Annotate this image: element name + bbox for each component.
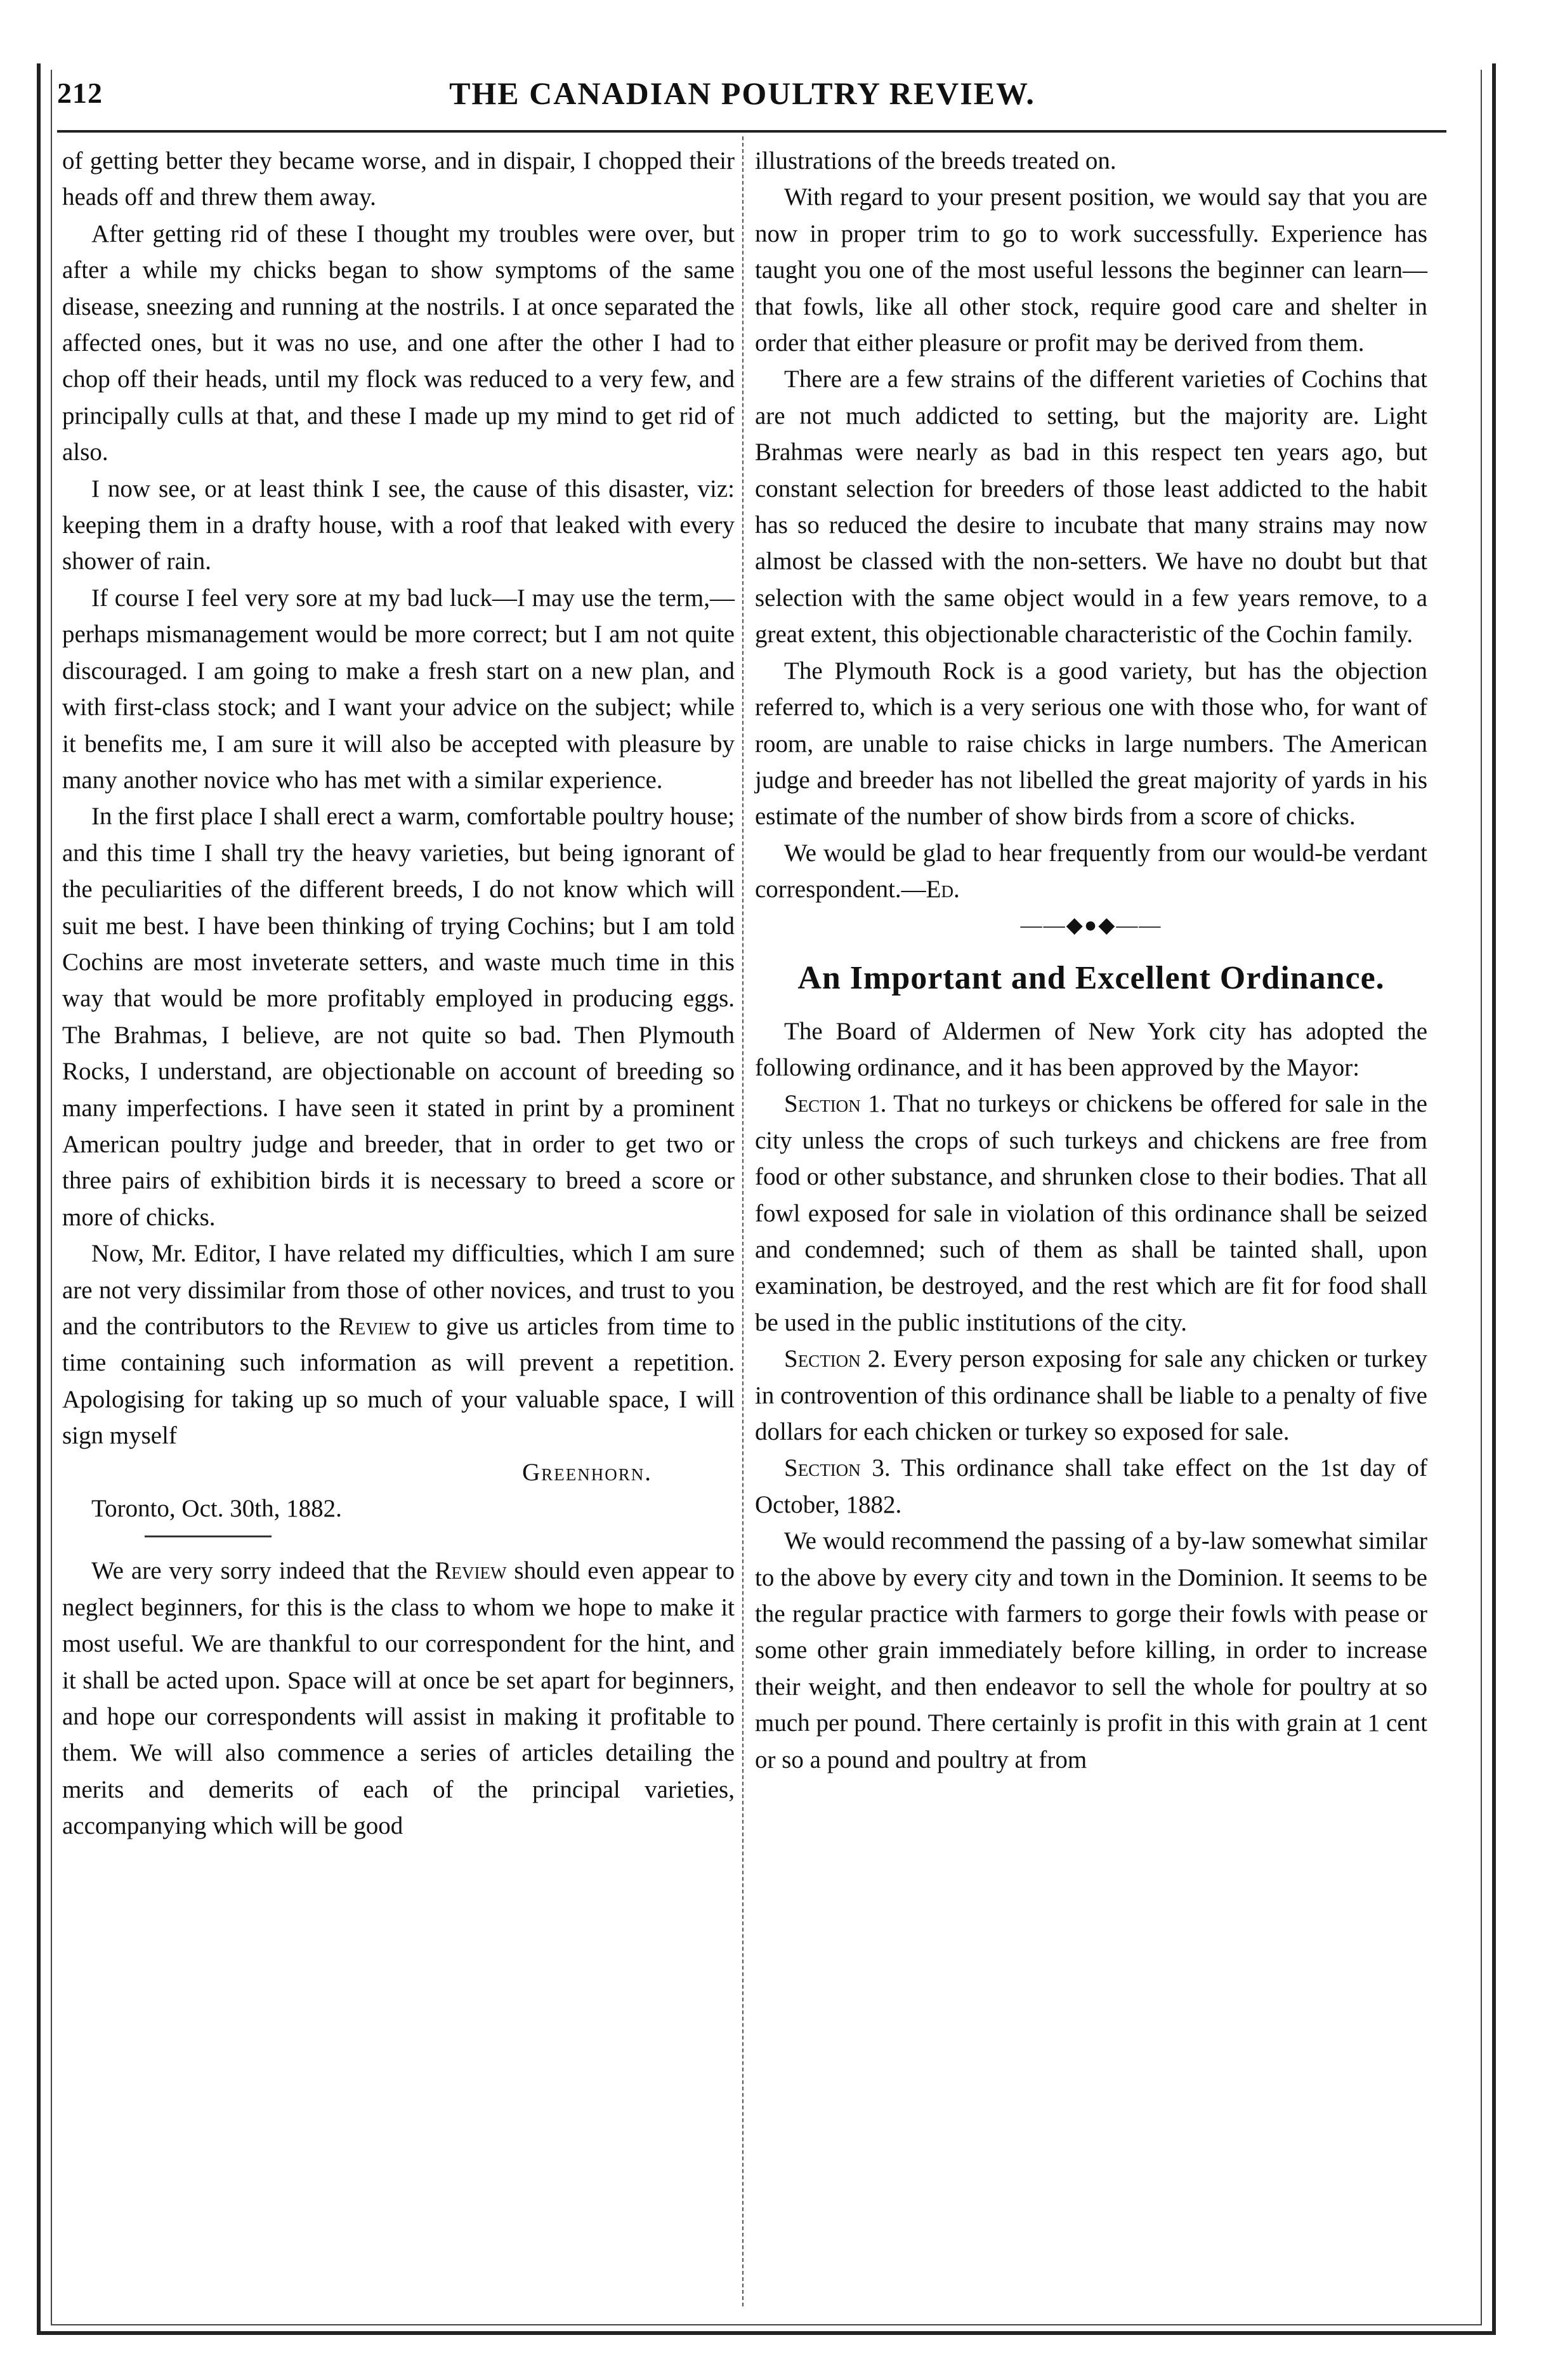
paragraph: illustrations of the breeds treated on. bbox=[755, 147, 1117, 174]
paragraph: There are a few strains of the different varieties of Cochins that are not much addicted to setting, but the majority are. Light Brahmas were nearly as bad in this respect ten years ago, but constant selection for breeders of those least addicted to the habit has so reduced the desire to incubate that many strains may now almost be classed with the non-setters. We have no doubt but that selection with the same object would in a few years remove, to a great extent, this objectionable characteristic of the Cochin family. bbox=[755, 365, 1427, 648]
divider-rule bbox=[145, 1535, 272, 1537]
paragraph: With regard to your present position, we would say that you are now in proper trim to go to work successfully. Experience has taught you one of the most useful lessons the beginner can learn—that fowls, like all other stock, require good care and shelter in order that either pleasure or profit may be derived from them. bbox=[755, 183, 1427, 357]
text-run: That no turkeys or chickens be offered for sale in the city unless the crops of such turkeys and chickens are free from food or other substance, and shrunken close to their bodies. That all fowl exposed for sale in violation of this ordinance shall be seized and condemned; such of them as shall be tainted shall, upon examination, be destroyed, and the rest which are fit for food shall be used in the public institutions of the city. bbox=[755, 1090, 1427, 1336]
text-run: Every person exposing for sale any chicken or turkey in controvention of this ordinance shall be liable to a penalty of five dollars for each chicken or turkey so exposed for sale. bbox=[755, 1345, 1427, 1445]
paragraph: I now see, or at least think I see, the cause of this disaster, viz: keeping them in a drafty house, with a roof that leaked with every shower of rain. bbox=[62, 475, 735, 575]
header-rule bbox=[57, 130, 1446, 133]
paragraph: If course I feel very sore at my bad luck—I may use the term,—perhaps mismanagement would be more correct; but I am not quite discouraged. I am going to make a fresh start on a new plan, and with first-class stock; and I want your advice on the subject; while it benefits me, I am sure it will also be accepted with pleasure by many another novice who has met with a similar experience. bbox=[62, 584, 735, 794]
text-run: We would be glad to hear frequently from our would-be verdant correspondent.— bbox=[755, 839, 1427, 904]
paragraph bbox=[62, 1235, 735, 1454]
editor-initials: Ed. bbox=[926, 876, 960, 904]
ordinance-section bbox=[755, 1341, 1427, 1450]
text-run: Now, Mr. Editor, I have related my difficulties, which I am sure are not very dissimilar from those of other novices, and trust to you and the contributors to the bbox=[62, 1240, 735, 1340]
section-label: Section 3. bbox=[784, 1454, 891, 1482]
paragraph: of getting better they became worse, and in dispair, I chopped their heads off and threw them away. bbox=[62, 147, 735, 211]
review-name: Review bbox=[435, 1557, 507, 1585]
text-run: should even appear to neglect beginners, for this is the class to whom we hope to make it most useful. We are thankful to our correspondent for the hint, and it shall be acted upon. Space will at once be set apart for beginners, and hope our correspondents will assist in making it profitable to them. We will also commence a series of articles detailing the merits and demerits of each of the principal varieties, accompanying which will be good bbox=[62, 1557, 735, 1840]
section-label: Section 1. bbox=[784, 1090, 887, 1118]
ordinance-section bbox=[755, 1086, 1427, 1341]
paragraph: In the first place I shall erect a warm, comfortable poultry house; and this time I shall try the heavy varieties, but being ignorant of the peculiarities of the different breeds, I do not know which will suit me best. I have been thinking of trying Cochins; but I am told Cochins are most inveterate setters, and waste much time in this way that would be more profitably employed in producing eggs. The Brahmas, I believe, are not quite so bad. Then Plymouth Rocks, I understand, are objectionable on account of breeding so many imperfections. I have seen it stated in print by a prominent American poultry judge and breeder, that in order to get two or three pairs of exhibition birds it is necessary to breed a score or more of chicks. bbox=[62, 803, 735, 1231]
dateline: Toronto, Oct. 30th, 1882. bbox=[91, 1495, 342, 1523]
column-divider bbox=[742, 136, 744, 2306]
text-run: This ordinance shall take effect on the 1st day of October, 1882. bbox=[755, 1454, 1427, 1518]
left-column bbox=[62, 143, 735, 1844]
review-name: Review bbox=[338, 1313, 410, 1340]
paragraph: The Board of Aldermen of New York city has adopted the following ordinance, and it has been approved by the Mayor: bbox=[755, 1017, 1427, 1081]
page-header bbox=[57, 44, 1427, 114]
text-run: We are very sorry indeed that the bbox=[91, 1557, 435, 1585]
right-column bbox=[755, 143, 1427, 1778]
paragraph: The Plymouth Rock is a good variety, but has the objection referred to, which is a very serious one with those who, for want of room, are unable to raise chicks in large numbers. The American judge and breeder has not libelled the great majority of yards in his estimate of the number of show birds from a score of chicks. bbox=[755, 657, 1427, 831]
text-run: to give us articles from time to time containing such information as will prevent a repetition. Apologising for taking up so much of your valuable space, I will sign myself bbox=[62, 1313, 735, 1450]
paragraph: We would recommend the passing of a by-law somewhat similar to the above by every city and town in the Dominion. It seems to be the regular practice with farmers to gorge their fowls with pease or some other grain immediately before killing, in order to increase their weight, and then endeavor to sell the whole for poultry at so much per pound. There certainly is profit in this with grain at 1 cent or so a pound and poultry at from bbox=[755, 1527, 1427, 1773]
ordinance-section bbox=[755, 1450, 1427, 1523]
signature: Greenhorn. bbox=[522, 1458, 652, 1486]
section-heading: An Important and Excellent Ordinance. bbox=[797, 959, 1385, 996]
page-number: 212 bbox=[57, 77, 103, 109]
section-label: Section 2. bbox=[784, 1345, 886, 1373]
ornament-divider: ——◆●◆—— bbox=[1020, 913, 1162, 937]
paragraph bbox=[755, 835, 1427, 908]
running-head: THE CANADIAN POULTRY REVIEW. bbox=[449, 76, 1035, 111]
paragraph: After getting rid of these I thought my troubles were over, but after a while my chicks began to show symptoms of the same disease, sneezing and running at the nostrils. I at once separated the affected ones, but it was no use, and one after the other I had to chop off their heads, until my flock was reduced to a very few, and principally culls at that, and these I made up my mind to get rid of also. bbox=[62, 220, 735, 466]
editor-reply bbox=[62, 1553, 735, 1844]
